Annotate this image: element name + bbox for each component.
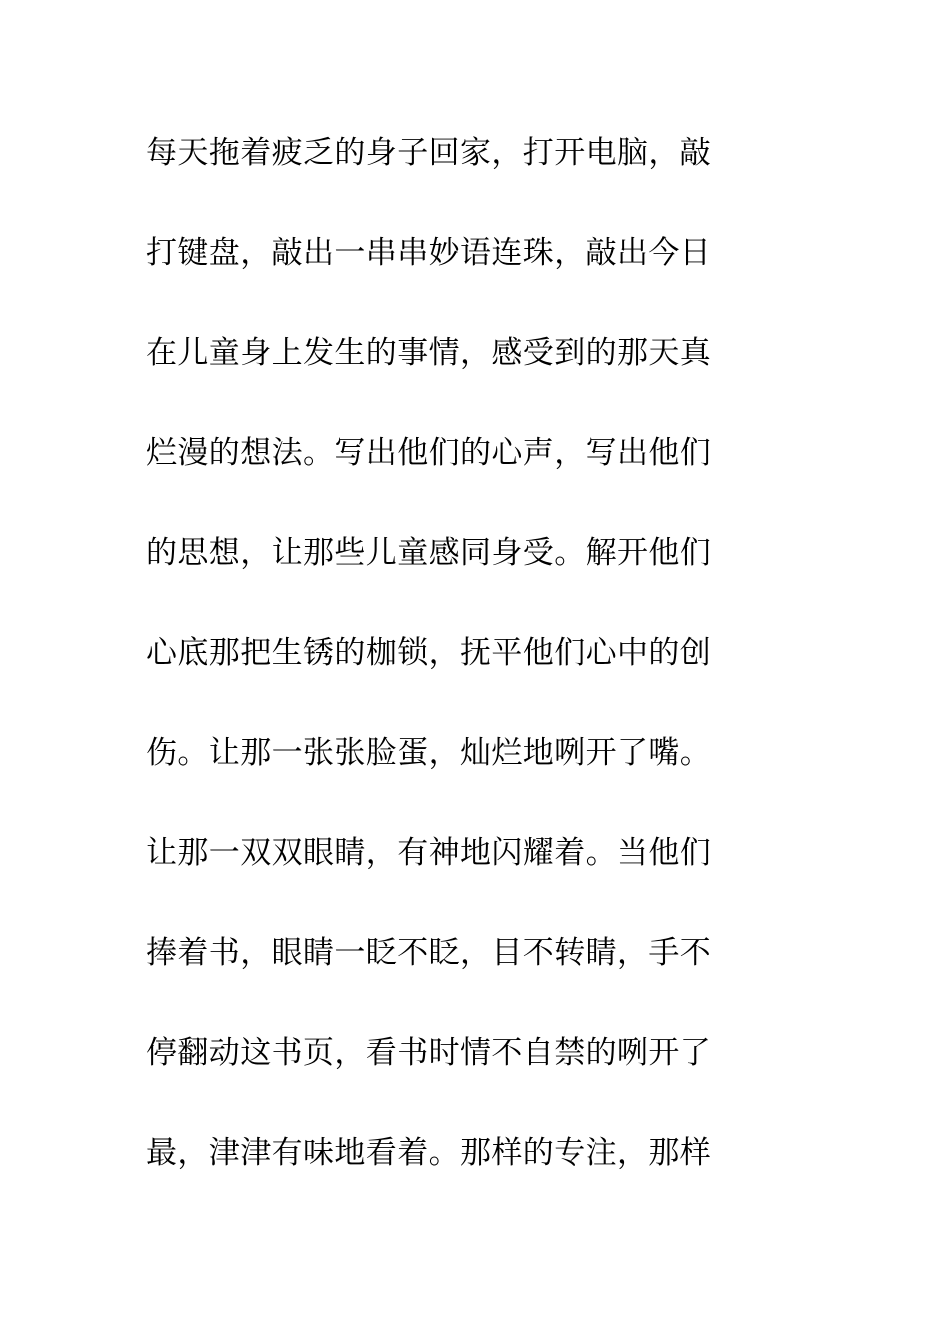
text-line: 让那一双双眼睛，有神地闪耀着。当他们: [146, 835, 712, 871]
text-line: 捧着书，眼睛一眨不眨，目不转睛，手不: [146, 935, 712, 971]
text-line: 每天拖着疲乏的身子回家，打开电脑，敲: [146, 135, 712, 171]
text-line: 烂漫的想法。写出他们的心声，写出他们: [146, 435, 712, 471]
body-text: [146, 128, 786, 1228]
text-line: 打键盘，敲出一串串妙语连珠，敲出今日: [146, 235, 712, 271]
text-line: 最，津津有味地看着。那样的专注，那样: [146, 1135, 712, 1171]
text-line: 的思想，让那些儿童感同身受。解开他们: [146, 535, 712, 571]
text-line: 伤。让那一张张脸蛋，灿烂地咧开了嘴。: [146, 735, 712, 771]
text-line: 心底那把生锈的枷锁，抚平他们心中的创: [146, 635, 712, 671]
text-line: 停翻动这书页，看书时情不自禁的咧开了: [146, 1035, 712, 1071]
text-line: 在儿童身上发生的事情，感受到的那天真: [146, 335, 712, 371]
